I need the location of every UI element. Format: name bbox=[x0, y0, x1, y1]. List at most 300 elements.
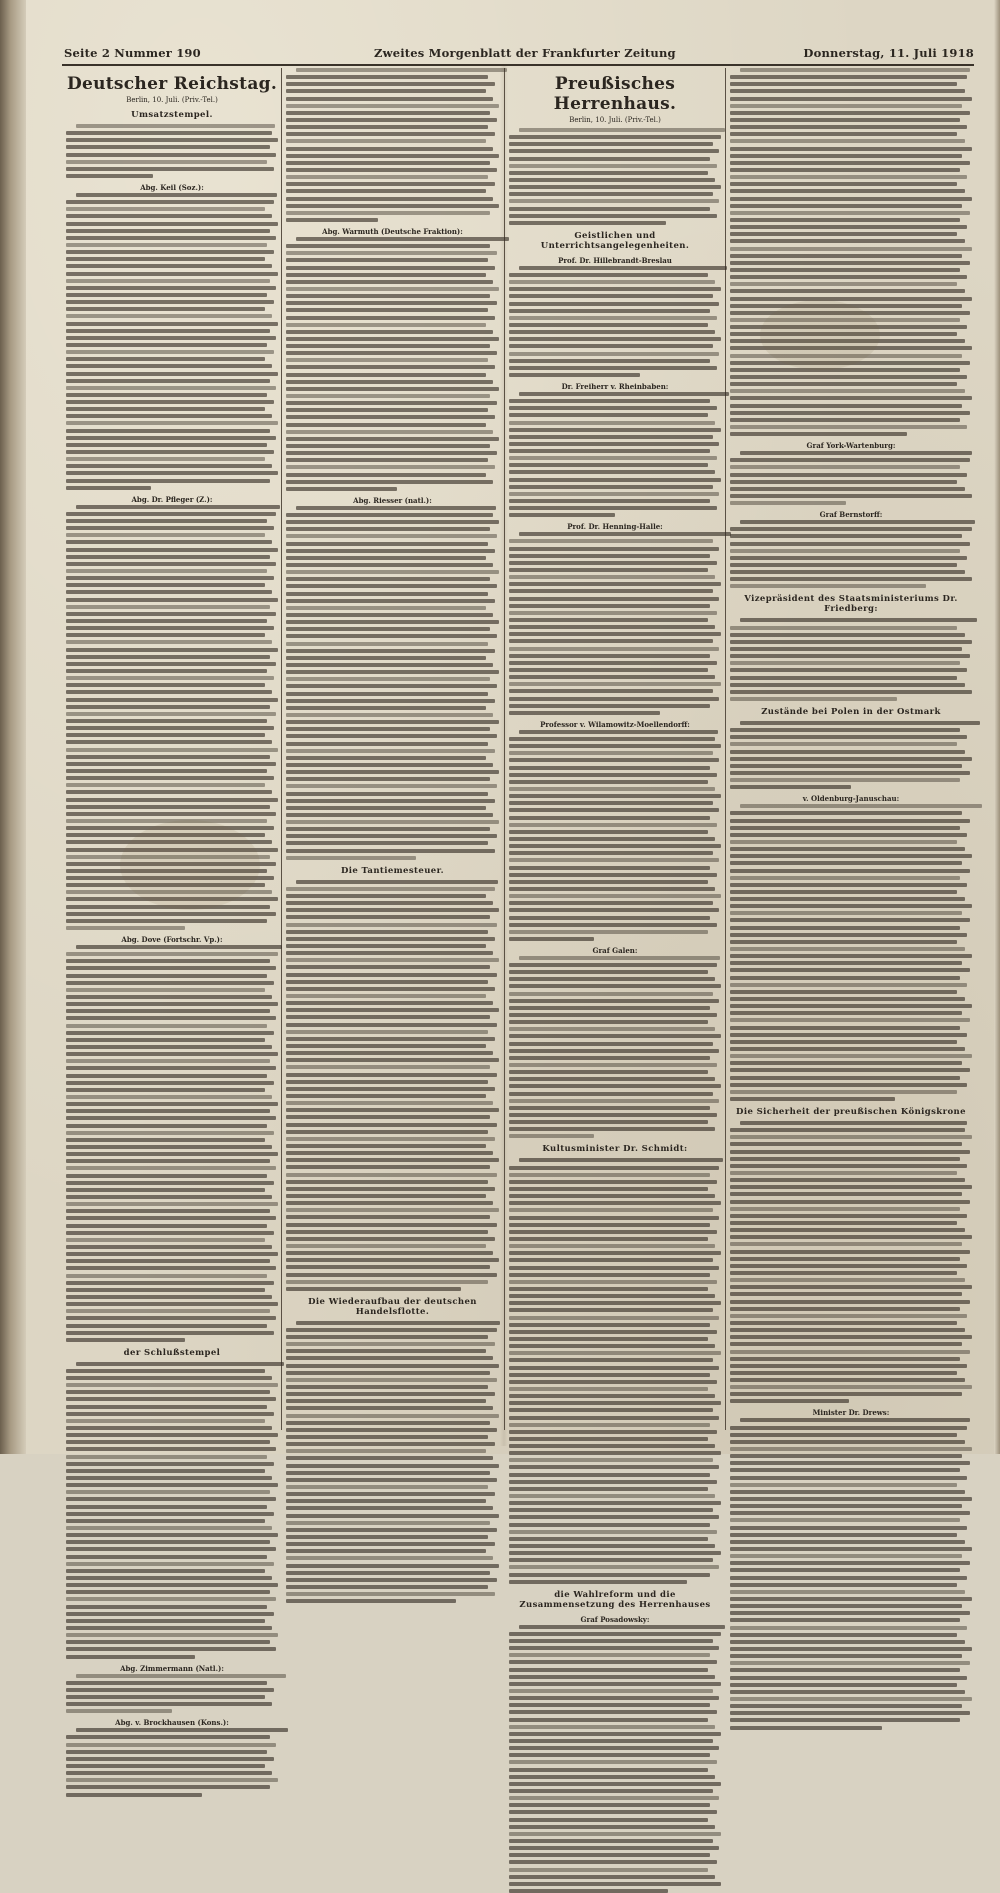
text-line bbox=[286, 887, 495, 891]
text-line bbox=[286, 944, 486, 948]
text-line bbox=[509, 1316, 719, 1320]
text-block bbox=[286, 237, 499, 491]
text-line bbox=[66, 1266, 276, 1270]
text-line bbox=[66, 1138, 265, 1142]
text-line bbox=[509, 506, 717, 510]
text-line bbox=[286, 266, 495, 270]
text-line bbox=[286, 973, 497, 977]
text-line bbox=[286, 132, 495, 136]
text-line bbox=[66, 400, 274, 404]
text-line bbox=[730, 1704, 962, 1708]
text-line bbox=[286, 849, 495, 853]
text-line bbox=[730, 778, 960, 782]
text-line bbox=[730, 1533, 957, 1537]
text-line bbox=[509, 1580, 687, 1584]
text-line bbox=[509, 1223, 710, 1227]
text-line bbox=[66, 995, 272, 999]
speaker-name: Graf Galen: bbox=[592, 945, 638, 955]
column-reichstag-continued bbox=[286, 68, 499, 1428]
text-line bbox=[509, 1423, 710, 1427]
text-line bbox=[509, 744, 721, 748]
text-line bbox=[730, 1350, 970, 1354]
text-line bbox=[509, 697, 719, 701]
text-line bbox=[509, 1173, 710, 1177]
text-line bbox=[286, 777, 490, 781]
text-line bbox=[509, 1323, 710, 1327]
text-line bbox=[286, 1208, 499, 1212]
text-line bbox=[286, 965, 490, 969]
text-block bbox=[509, 128, 721, 225]
text-line bbox=[730, 501, 846, 505]
text-line bbox=[509, 1523, 710, 1527]
text-line bbox=[66, 450, 274, 454]
text-line bbox=[286, 1015, 490, 1019]
text-line bbox=[509, 1451, 721, 1455]
text-line bbox=[730, 1654, 962, 1658]
text-line bbox=[286, 1328, 497, 1332]
text-line bbox=[66, 1626, 272, 1630]
text-line bbox=[286, 154, 499, 158]
text-line bbox=[509, 470, 715, 474]
text-line bbox=[730, 247, 972, 251]
text-line bbox=[66, 457, 265, 461]
text-line bbox=[730, 282, 957, 286]
text-line bbox=[730, 1004, 972, 1008]
text-line bbox=[509, 1387, 708, 1391]
text-line bbox=[509, 280, 715, 284]
text-line bbox=[286, 1001, 493, 1005]
text-line bbox=[730, 1640, 965, 1644]
text-line bbox=[730, 584, 926, 588]
text-line bbox=[730, 1597, 972, 1601]
text-line bbox=[730, 1547, 972, 1551]
text-line bbox=[730, 1128, 965, 1132]
text-line bbox=[730, 1097, 895, 1101]
text-line bbox=[296, 1321, 500, 1325]
text-line bbox=[740, 721, 980, 725]
text-block bbox=[730, 451, 972, 505]
text-line bbox=[286, 930, 488, 934]
text-line bbox=[509, 625, 715, 629]
speaker-name: Minister Dr. Drews: bbox=[812, 1408, 890, 1418]
text-line bbox=[509, 1237, 708, 1241]
text-block bbox=[730, 804, 972, 1101]
section-heading: der Schlußstempel bbox=[123, 1347, 221, 1358]
text-line bbox=[730, 487, 965, 491]
text-line bbox=[66, 153, 276, 157]
text-line bbox=[66, 1688, 274, 1692]
text-line bbox=[66, 1547, 276, 1551]
text-line bbox=[509, 1725, 715, 1729]
text-line bbox=[509, 816, 710, 820]
text-line bbox=[66, 1793, 202, 1797]
text-line bbox=[66, 952, 278, 956]
text-line bbox=[66, 393, 267, 397]
text-line bbox=[509, 611, 717, 615]
text-line bbox=[66, 1152, 278, 1156]
text-line bbox=[509, 171, 708, 175]
text-line bbox=[730, 289, 965, 293]
text-line bbox=[730, 111, 970, 115]
text-line bbox=[286, 358, 488, 362]
text-line bbox=[730, 819, 970, 823]
text-line bbox=[286, 1008, 499, 1012]
text-line bbox=[730, 1676, 967, 1680]
text-line bbox=[509, 185, 721, 189]
text-line bbox=[286, 606, 486, 610]
text-line bbox=[730, 1426, 967, 1430]
text-line bbox=[730, 75, 967, 79]
text-line bbox=[509, 1753, 710, 1757]
text-line bbox=[286, 1287, 461, 1291]
text-line bbox=[509, 1244, 715, 1248]
text-line bbox=[286, 827, 490, 831]
text-line bbox=[730, 1264, 967, 1268]
text-line bbox=[66, 974, 267, 978]
text-line bbox=[286, 1556, 493, 1560]
text-line bbox=[286, 770, 499, 774]
text-line bbox=[286, 294, 490, 298]
text-line bbox=[730, 425, 967, 429]
text-line bbox=[66, 640, 272, 644]
text-line bbox=[66, 1116, 276, 1120]
text-line bbox=[66, 272, 278, 276]
text-line bbox=[286, 1123, 497, 1127]
text-line bbox=[66, 1743, 276, 1747]
text-line bbox=[730, 189, 965, 193]
text-line bbox=[740, 804, 982, 808]
text-line bbox=[730, 556, 967, 560]
text-line bbox=[740, 1121, 967, 1125]
text-line bbox=[730, 211, 970, 215]
text-line bbox=[286, 1564, 499, 1568]
speaker-name: Abg. Riesser (natl.): bbox=[353, 495, 432, 505]
text-line bbox=[286, 1571, 490, 1575]
text-line bbox=[286, 1535, 488, 1539]
text-line bbox=[509, 1280, 717, 1284]
section-heading: die Wahlreform und die Zusammensetzung des Herrenhauses bbox=[519, 1589, 711, 1610]
text-line bbox=[509, 1330, 717, 1334]
text-line bbox=[66, 436, 276, 440]
text-line bbox=[286, 415, 495, 419]
text-line bbox=[66, 726, 274, 730]
text-line bbox=[730, 404, 962, 408]
text-line bbox=[730, 297, 972, 301]
text-line bbox=[509, 873, 717, 877]
text-line bbox=[286, 570, 499, 574]
text-line bbox=[286, 1230, 488, 1234]
text-line bbox=[286, 1173, 497, 1177]
text-line bbox=[730, 154, 962, 158]
text-line bbox=[286, 727, 490, 731]
text-line bbox=[286, 923, 497, 927]
text-line bbox=[730, 1583, 957, 1587]
text-line bbox=[509, 309, 710, 313]
text-line bbox=[66, 1309, 270, 1313]
text-line bbox=[66, 1462, 274, 1466]
text-line bbox=[66, 386, 276, 390]
text-line bbox=[509, 1689, 713, 1693]
text-line bbox=[730, 676, 957, 680]
text-line bbox=[519, 1158, 723, 1162]
text-block bbox=[66, 124, 278, 178]
text-line bbox=[286, 1335, 488, 1339]
text-line bbox=[509, 1373, 710, 1377]
text-line bbox=[286, 423, 486, 427]
page-edge bbox=[994, 0, 1000, 1454]
text-line bbox=[286, 444, 490, 448]
speaker-name: Graf Posadowsky: bbox=[580, 1614, 650, 1624]
text-line bbox=[66, 1590, 270, 1594]
text-line bbox=[66, 1709, 172, 1713]
text-block bbox=[730, 1121, 972, 1403]
text-line bbox=[730, 968, 970, 972]
text-block bbox=[286, 68, 499, 222]
text-line bbox=[730, 1047, 965, 1051]
text-line bbox=[66, 1562, 274, 1566]
speaker-name: Graf Bernstorff: bbox=[819, 510, 883, 520]
text-line bbox=[509, 478, 721, 482]
text-line bbox=[509, 1294, 715, 1298]
text-line bbox=[286, 1471, 490, 1475]
text-line bbox=[509, 970, 708, 974]
text-line bbox=[730, 204, 962, 208]
text-line bbox=[509, 589, 713, 593]
text-line bbox=[66, 988, 265, 992]
text-line bbox=[730, 1371, 957, 1375]
text-line bbox=[66, 1519, 265, 1523]
text-line bbox=[286, 1137, 495, 1141]
text-line bbox=[66, 1295, 272, 1299]
text-line bbox=[286, 1499, 486, 1503]
text-line bbox=[66, 1695, 265, 1699]
text-line bbox=[66, 919, 267, 923]
text-line bbox=[286, 1371, 490, 1375]
text-line bbox=[76, 1674, 286, 1678]
text-line bbox=[66, 1245, 272, 1249]
text-line bbox=[509, 654, 710, 658]
text-line bbox=[730, 1171, 957, 1175]
text-line bbox=[730, 1207, 960, 1211]
text-line bbox=[286, 1585, 488, 1589]
text-line bbox=[66, 1288, 265, 1292]
text-line bbox=[730, 728, 960, 732]
text-line bbox=[509, 1668, 708, 1672]
text-line bbox=[730, 1142, 962, 1146]
text-line bbox=[286, 1244, 486, 1248]
text-line bbox=[730, 1511, 970, 1515]
text-line bbox=[509, 1760, 717, 1764]
text-line bbox=[286, 634, 497, 638]
text-line bbox=[286, 373, 486, 377]
text-line bbox=[66, 1526, 272, 1530]
text-line bbox=[509, 1437, 708, 1441]
text-line bbox=[286, 1378, 497, 1382]
text-line bbox=[66, 1433, 278, 1437]
text-line bbox=[730, 1068, 970, 1072]
text-line bbox=[509, 704, 710, 708]
text-line bbox=[509, 421, 715, 425]
text-line bbox=[509, 930, 708, 934]
text-line bbox=[730, 1433, 957, 1437]
text-line bbox=[509, 999, 719, 1003]
text-line bbox=[509, 1732, 721, 1736]
text-line bbox=[66, 1540, 270, 1544]
text-line bbox=[730, 232, 957, 236]
text-line bbox=[509, 352, 719, 356]
text-line bbox=[66, 1145, 272, 1149]
text-line bbox=[509, 1106, 710, 1110]
text-line bbox=[509, 1084, 721, 1088]
text-line bbox=[286, 1215, 490, 1219]
text-line bbox=[66, 429, 270, 433]
text-line bbox=[730, 1490, 965, 1494]
text-line bbox=[730, 983, 967, 987]
text-line bbox=[66, 1124, 267, 1128]
text-line bbox=[286, 323, 486, 327]
text-line bbox=[66, 1605, 267, 1609]
text-line bbox=[509, 1839, 713, 1843]
text-line bbox=[509, 766, 710, 770]
text-line bbox=[286, 549, 495, 553]
text-line bbox=[509, 984, 721, 988]
section-heading: Die Wiederaufbau der deutschen Handelsflotte. bbox=[308, 1296, 477, 1317]
header-rule bbox=[62, 64, 974, 66]
text-line bbox=[509, 1868, 708, 1872]
text-line bbox=[286, 520, 499, 524]
text-line bbox=[66, 798, 278, 802]
text-line bbox=[730, 1150, 970, 1154]
text-line bbox=[509, 773, 717, 777]
text-line bbox=[66, 748, 278, 752]
text-line bbox=[286, 706, 486, 710]
text-line bbox=[509, 1180, 717, 1184]
text-line bbox=[66, 1081, 274, 1085]
text-line bbox=[286, 1549, 486, 1553]
text-line bbox=[509, 199, 719, 203]
text-line bbox=[509, 1273, 710, 1277]
text-line bbox=[509, 1006, 710, 1010]
text-line bbox=[509, 1408, 713, 1412]
text-line bbox=[730, 1626, 967, 1630]
text-line bbox=[730, 1221, 957, 1225]
text-line bbox=[286, 994, 486, 998]
text-line bbox=[509, 851, 713, 855]
text-line bbox=[730, 275, 967, 279]
text-line bbox=[66, 1181, 274, 1185]
text-line bbox=[509, 582, 721, 586]
text-line bbox=[286, 401, 497, 405]
text-block bbox=[509, 392, 721, 517]
text-line bbox=[730, 947, 965, 951]
text-line bbox=[66, 1331, 274, 1335]
text-line bbox=[740, 68, 970, 72]
text-line bbox=[509, 866, 710, 870]
text-line bbox=[509, 1380, 717, 1384]
text-line bbox=[66, 776, 274, 780]
text-line bbox=[66, 1447, 276, 1451]
text-line bbox=[730, 480, 957, 484]
text-line bbox=[730, 239, 965, 243]
text-line bbox=[730, 897, 965, 901]
text-line bbox=[509, 1746, 719, 1750]
text-line bbox=[509, 1034, 721, 1038]
text-line bbox=[509, 1718, 708, 1722]
text-line bbox=[509, 207, 710, 211]
text-line bbox=[509, 1358, 713, 1362]
text-line bbox=[730, 1364, 967, 1368]
column-divider bbox=[725, 68, 726, 1430]
text-line bbox=[66, 364, 272, 368]
text-line bbox=[66, 1259, 270, 1263]
text-line bbox=[509, 499, 710, 503]
text-block bbox=[66, 193, 278, 490]
text-line bbox=[66, 243, 267, 247]
text-line bbox=[66, 1369, 265, 1373]
text-line bbox=[509, 668, 708, 672]
text-line bbox=[286, 111, 490, 115]
text-line bbox=[730, 161, 970, 165]
text-line bbox=[730, 1335, 972, 1339]
text-line bbox=[509, 937, 594, 941]
text-line bbox=[66, 357, 265, 361]
text-line bbox=[66, 1038, 265, 1042]
text-line bbox=[66, 655, 270, 659]
text-line bbox=[509, 302, 719, 306]
text-line bbox=[509, 1063, 717, 1067]
text-line bbox=[509, 323, 708, 327]
text-line bbox=[286, 1030, 488, 1034]
text-line bbox=[66, 279, 270, 283]
text-line bbox=[286, 337, 499, 341]
text-line bbox=[286, 1456, 493, 1460]
text-line bbox=[66, 329, 270, 333]
text-line bbox=[286, 89, 486, 93]
text-line bbox=[740, 1418, 970, 1422]
text-line bbox=[286, 792, 488, 796]
text-line bbox=[730, 175, 967, 179]
text-line bbox=[66, 619, 267, 623]
text-line bbox=[66, 1002, 278, 1006]
text-line bbox=[66, 1576, 272, 1580]
text-line bbox=[66, 222, 278, 226]
text-line bbox=[66, 669, 267, 673]
text-line bbox=[509, 1653, 710, 1657]
text-line bbox=[730, 168, 960, 172]
text-line bbox=[730, 1604, 962, 1608]
text-line bbox=[286, 670, 499, 674]
text-line bbox=[730, 771, 970, 775]
text-line bbox=[66, 479, 270, 483]
text-line bbox=[730, 389, 965, 393]
text-block bbox=[66, 1728, 278, 1796]
book-spine bbox=[0, 0, 26, 1454]
text-line bbox=[66, 1302, 278, 1306]
text-line bbox=[509, 618, 708, 622]
section-heading: Geistlichen und Unterrichtsangelegenheiten. bbox=[540, 230, 690, 251]
text-line bbox=[66, 740, 272, 744]
text-line bbox=[286, 408, 488, 412]
text-line bbox=[66, 1095, 272, 1099]
text-line bbox=[730, 1385, 972, 1389]
text-line bbox=[509, 1639, 713, 1643]
text-line bbox=[286, 663, 493, 667]
text-line bbox=[730, 1164, 967, 1168]
text-line bbox=[730, 1018, 970, 1022]
text-line bbox=[730, 197, 972, 201]
text-line bbox=[730, 1568, 960, 1572]
text-line bbox=[509, 1301, 721, 1305]
